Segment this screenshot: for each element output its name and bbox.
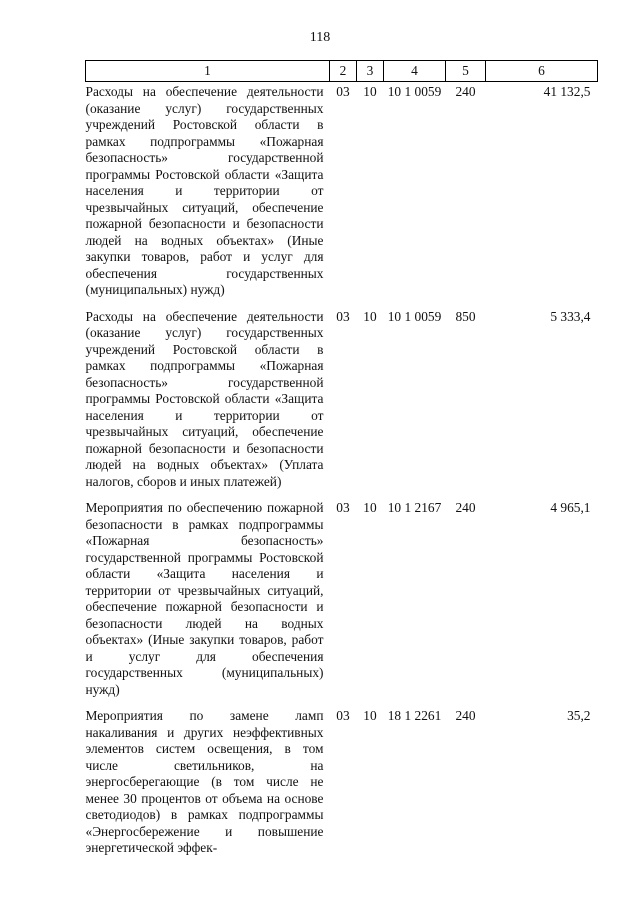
table-header: [86, 61, 598, 82]
column-header-2: 2: [330, 61, 357, 82]
row-subsection-code: 10: [363, 84, 377, 99]
row-target-article: 10 1 2167: [387, 500, 442, 515]
table-row: [86, 706, 598, 857]
row-section-code: 03: [336, 84, 350, 99]
row-description: Расходы на обеспечение деятельности (оказание услуг) государственных учреждений Ростовской области в рамках подпрограммы «Пожарная безопасность» государственной программы Ростовской области «Защита населения и территории от чрезвычайных ситуаций, обеспечение пожарной безопасности и безопасности людей на водных объектах» (Иные закупки товаров, работ и услуг для обеспечения государственных (муниципальных) нужд): [85, 84, 324, 297]
row-target-article: 18 1 2261: [387, 708, 442, 723]
column-header-4: 4: [384, 61, 446, 82]
column-header-6: 6: [486, 61, 598, 82]
row-description: Расходы на обеспечение деятельности (оказание услуг) государственных учреждений Ростовской области в рамках подпрограммы «Пожарная безопасность» государственной программы Ростовской области «Защита населения и территории от чрезвычайных ситуаций, обеспечение пожарной безопасности и безопасности людей на водных объектах» (Уплата налогов, сборов и иных платежей): [85, 308, 324, 489]
column-header-5: 5: [446, 61, 486, 82]
column-header-3: 3: [357, 61, 384, 82]
row-section-code: 03: [336, 708, 350, 723]
column-header-1: 1: [86, 61, 330, 82]
row-target-article: 10 1 0059: [387, 308, 442, 324]
header-row: [86, 61, 598, 82]
table-row: [86, 82, 598, 307]
row-description: Мероприятия по замене ламп накаливания и других неэффективных элементов систем освещения, в том числе светильников, на энергосберегающие (в том числе не менее 30 процентов от объема на основе светодиодов) в рамках подпрограммы «Энергосбережение и повышение энергетической эффек-: [85, 708, 324, 855]
row-amount: 5 333,4: [550, 308, 591, 324]
table-body: [86, 82, 598, 857]
row-target-article: 10 1 0059: [387, 84, 442, 99]
budget-table: [85, 60, 598, 857]
row-amount: 35,2: [567, 708, 591, 723]
row-section-code: 03: [336, 308, 350, 324]
row-subsection-code: 10: [363, 500, 377, 515]
row-amount: 41 132,5: [543, 84, 591, 99]
table-row: [86, 498, 598, 706]
row-expense-type: 240: [455, 500, 476, 515]
row-subsection-code: 10: [363, 308, 377, 324]
row-subsection-code: 10: [363, 708, 377, 723]
row-expense-type: 850: [455, 308, 476, 324]
page-number: 118: [309, 30, 331, 45]
table-row: [86, 307, 598, 499]
row-expense-type: 240: [455, 708, 476, 723]
row-section-code: 03: [336, 500, 350, 515]
row-description: Мероприятия по обеспечению пожарной безопасности в рамках подпрограммы «Пожарная безопасность» государственной программы Ростовской области «Защита населения и территории от чрезвычайных ситуаций, обеспечение пожарной безопасности и безопасности людей на водных объектах» (Иные закупки товаров, работ и услуг для обеспечения государственных (муниципальных) нужд): [85, 500, 324, 697]
row-amount: 4 965,1: [550, 500, 591, 515]
row-expense-type: 240: [455, 84, 476, 99]
